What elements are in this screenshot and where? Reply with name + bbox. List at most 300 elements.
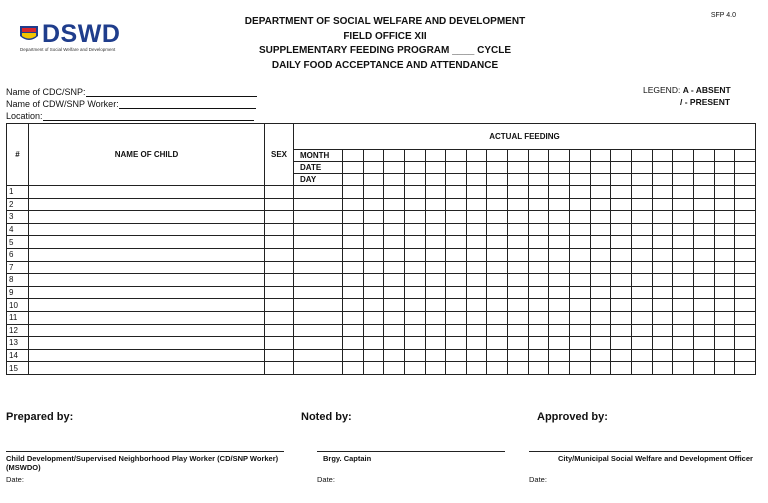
attendance-cell[interactable] — [570, 362, 591, 375]
attendance-cell[interactable] — [404, 362, 425, 375]
attendance-cell[interactable] — [611, 198, 632, 211]
attendance-cell[interactable] — [549, 286, 570, 299]
attendance-cell[interactable] — [611, 349, 632, 362]
attendance-cell[interactable] — [508, 324, 529, 337]
attendance-cell[interactable] — [294, 198, 343, 211]
attendance-cell[interactable] — [487, 337, 508, 350]
attendance-cell[interactable] — [652, 337, 673, 350]
approved-signature-line[interactable] — [529, 451, 741, 452]
attendance-cell[interactable] — [590, 311, 611, 324]
attendance-cell[interactable] — [590, 324, 611, 337]
attendance-cell[interactable] — [425, 211, 446, 224]
prepared-signature-line[interactable] — [6, 451, 284, 452]
attendance-cell[interactable] — [384, 274, 405, 287]
attendance-cell[interactable] — [590, 349, 611, 362]
attendance-cell[interactable] — [425, 236, 446, 249]
attendance-cell[interactable] — [425, 286, 446, 299]
attendance-cell[interactable] — [294, 248, 343, 261]
attendance-cell[interactable] — [487, 324, 508, 337]
feeding-date-cell[interactable] — [528, 162, 549, 174]
feeding-date-cell[interactable] — [384, 162, 405, 174]
sex-cell[interactable] — [265, 324, 294, 337]
attendance-cell[interactable] — [631, 299, 652, 312]
attendance-cell[interactable] — [294, 186, 343, 199]
attendance-cell[interactable] — [570, 236, 591, 249]
attendance-cell[interactable] — [384, 299, 405, 312]
attendance-cell[interactable] — [549, 362, 570, 375]
attendance-cell[interactable] — [343, 211, 364, 224]
feeding-month-cell[interactable] — [425, 150, 446, 162]
attendance-cell[interactable] — [735, 337, 756, 350]
child-name-cell[interactable] — [29, 198, 265, 211]
attendance-cell[interactable] — [384, 362, 405, 375]
attendance-cell[interactable] — [528, 198, 549, 211]
attendance-cell[interactable] — [343, 198, 364, 211]
attendance-cell[interactable] — [528, 299, 549, 312]
attendance-cell[interactable] — [735, 261, 756, 274]
attendance-cell[interactable] — [343, 186, 364, 199]
attendance-cell[interactable] — [404, 236, 425, 249]
attendance-cell[interactable] — [673, 311, 694, 324]
attendance-cell[interactable] — [508, 349, 529, 362]
attendance-cell[interactable] — [363, 337, 384, 350]
attendance-cell[interactable] — [425, 248, 446, 261]
attendance-cell[interactable] — [404, 337, 425, 350]
attendance-cell[interactable] — [508, 337, 529, 350]
attendance-cell[interactable] — [590, 248, 611, 261]
attendance-cell[interactable] — [631, 261, 652, 274]
attendance-cell[interactable] — [735, 324, 756, 337]
feeding-date-cell[interactable] — [425, 162, 446, 174]
attendance-cell[interactable] — [673, 286, 694, 299]
attendance-cell[interactable] — [611, 211, 632, 224]
feeding-date-cell[interactable] — [735, 162, 756, 174]
feeding-date-cell[interactable] — [363, 162, 384, 174]
feeding-day-cell[interactable] — [384, 174, 405, 186]
attendance-cell[interactable] — [735, 186, 756, 199]
child-name-cell[interactable] — [29, 236, 265, 249]
attendance-cell[interactable] — [363, 349, 384, 362]
attendance-cell[interactable] — [570, 198, 591, 211]
attendance-cell[interactable] — [549, 299, 570, 312]
attendance-cell[interactable] — [487, 248, 508, 261]
feeding-date-cell[interactable] — [590, 162, 611, 174]
attendance-cell[interactable] — [384, 324, 405, 337]
attendance-cell[interactable] — [466, 311, 487, 324]
attendance-cell[interactable] — [425, 299, 446, 312]
attendance-cell[interactable] — [446, 274, 467, 287]
attendance-cell[interactable] — [294, 362, 343, 375]
attendance-cell[interactable] — [528, 324, 549, 337]
attendance-cell[interactable] — [693, 186, 714, 199]
feeding-month-cell[interactable] — [611, 150, 632, 162]
attendance-cell[interactable] — [528, 274, 549, 287]
attendance-cell[interactable] — [294, 211, 343, 224]
attendance-cell[interactable] — [652, 362, 673, 375]
attendance-cell[interactable] — [363, 299, 384, 312]
attendance-cell[interactable] — [508, 236, 529, 249]
feeding-month-cell[interactable] — [384, 150, 405, 162]
attendance-cell[interactable] — [714, 223, 735, 236]
attendance-cell[interactable] — [508, 362, 529, 375]
feeding-day-cell[interactable] — [528, 174, 549, 186]
attendance-cell[interactable] — [549, 349, 570, 362]
attendance-cell[interactable] — [343, 261, 364, 274]
attendance-cell[interactable] — [611, 286, 632, 299]
attendance-cell[interactable] — [384, 248, 405, 261]
attendance-cell[interactable] — [735, 198, 756, 211]
attendance-cell[interactable] — [735, 223, 756, 236]
feeding-date-cell[interactable] — [404, 162, 425, 174]
attendance-cell[interactable] — [363, 223, 384, 236]
noted-signature-line[interactable] — [317, 451, 505, 452]
sex-cell[interactable] — [265, 311, 294, 324]
feeding-day-cell[interactable] — [363, 174, 384, 186]
attendance-cell[interactable] — [549, 211, 570, 224]
attendance-cell[interactable] — [384, 311, 405, 324]
feeding-date-cell[interactable] — [714, 162, 735, 174]
attendance-cell[interactable] — [508, 198, 529, 211]
attendance-cell[interactable] — [673, 186, 694, 199]
attendance-cell[interactable] — [508, 186, 529, 199]
attendance-cell[interactable] — [404, 223, 425, 236]
attendance-cell[interactable] — [446, 248, 467, 261]
attendance-cell[interactable] — [549, 311, 570, 324]
attendance-cell[interactable] — [466, 286, 487, 299]
sex-cell[interactable] — [265, 223, 294, 236]
attendance-cell[interactable] — [384, 286, 405, 299]
sex-cell[interactable] — [265, 362, 294, 375]
attendance-cell[interactable] — [508, 311, 529, 324]
attendance-cell[interactable] — [714, 248, 735, 261]
attendance-cell[interactable] — [693, 236, 714, 249]
attendance-cell[interactable] — [425, 337, 446, 350]
child-name-cell[interactable] — [29, 311, 265, 324]
attendance-cell[interactable] — [590, 337, 611, 350]
attendance-cell[interactable] — [404, 311, 425, 324]
attendance-cell[interactable] — [528, 337, 549, 350]
attendance-cell[interactable] — [466, 198, 487, 211]
attendance-cell[interactable] — [446, 198, 467, 211]
feeding-month-cell[interactable] — [631, 150, 652, 162]
feeding-month-cell[interactable] — [446, 150, 467, 162]
attendance-cell[interactable] — [590, 186, 611, 199]
attendance-cell[interactable] — [673, 223, 694, 236]
attendance-cell[interactable] — [446, 299, 467, 312]
attendance-cell[interactable] — [466, 299, 487, 312]
attendance-cell[interactable] — [693, 349, 714, 362]
sex-cell[interactable] — [265, 211, 294, 224]
attendance-cell[interactable] — [570, 299, 591, 312]
attendance-cell[interactable] — [446, 261, 467, 274]
attendance-cell[interactable] — [590, 198, 611, 211]
attendance-cell[interactable] — [549, 337, 570, 350]
attendance-cell[interactable] — [404, 186, 425, 199]
attendance-cell[interactable] — [714, 236, 735, 249]
attendance-cell[interactable] — [425, 223, 446, 236]
sex-cell[interactable] — [265, 337, 294, 350]
attendance-cell[interactable] — [549, 248, 570, 261]
feeding-day-cell[interactable] — [549, 174, 570, 186]
attendance-cell[interactable] — [590, 299, 611, 312]
feeding-month-cell[interactable] — [404, 150, 425, 162]
attendance-cell[interactable] — [549, 261, 570, 274]
attendance-cell[interactable] — [528, 248, 549, 261]
attendance-cell[interactable] — [466, 274, 487, 287]
attendance-cell[interactable] — [343, 362, 364, 375]
attendance-cell[interactable] — [294, 324, 343, 337]
attendance-cell[interactable] — [363, 274, 384, 287]
attendance-cell[interactable] — [673, 337, 694, 350]
feeding-day-cell[interactable] — [735, 174, 756, 186]
child-name-cell[interactable] — [29, 223, 265, 236]
feeding-date-cell[interactable] — [673, 162, 694, 174]
attendance-cell[interactable] — [343, 223, 364, 236]
sex-cell[interactable] — [265, 261, 294, 274]
attendance-cell[interactable] — [425, 186, 446, 199]
attendance-cell[interactable] — [693, 211, 714, 224]
attendance-cell[interactable] — [631, 311, 652, 324]
attendance-cell[interactable] — [611, 186, 632, 199]
attendance-cell[interactable] — [425, 324, 446, 337]
attendance-cell[interactable] — [652, 198, 673, 211]
feeding-date-cell[interactable] — [549, 162, 570, 174]
attendance-cell[interactable] — [343, 324, 364, 337]
attendance-cell[interactable] — [363, 211, 384, 224]
attendance-cell[interactable] — [673, 349, 694, 362]
attendance-cell[interactable] — [631, 324, 652, 337]
attendance-cell[interactable] — [528, 311, 549, 324]
attendance-cell[interactable] — [363, 261, 384, 274]
child-name-cell[interactable] — [29, 261, 265, 274]
feeding-day-cell[interactable] — [425, 174, 446, 186]
attendance-cell[interactable] — [652, 186, 673, 199]
attendance-cell[interactable] — [549, 198, 570, 211]
sex-cell[interactable] — [265, 274, 294, 287]
child-name-cell[interactable] — [29, 324, 265, 337]
attendance-cell[interactable] — [487, 286, 508, 299]
attendance-cell[interactable] — [570, 349, 591, 362]
attendance-cell[interactable] — [343, 337, 364, 350]
attendance-cell[interactable] — [294, 286, 343, 299]
attendance-cell[interactable] — [590, 211, 611, 224]
attendance-cell[interactable] — [735, 248, 756, 261]
attendance-cell[interactable] — [714, 286, 735, 299]
feeding-month-cell[interactable] — [714, 150, 735, 162]
attendance-cell[interactable] — [425, 349, 446, 362]
attendance-cell[interactable] — [508, 299, 529, 312]
attendance-cell[interactable] — [487, 261, 508, 274]
attendance-cell[interactable] — [343, 286, 364, 299]
attendance-cell[interactable] — [404, 211, 425, 224]
feeding-month-cell[interactable] — [363, 150, 384, 162]
attendance-cell[interactable] — [611, 299, 632, 312]
attendance-cell[interactable] — [673, 362, 694, 375]
feeding-day-cell[interactable] — [693, 174, 714, 186]
attendance-cell[interactable] — [652, 299, 673, 312]
feeding-month-cell[interactable] — [343, 150, 364, 162]
attendance-cell[interactable] — [590, 261, 611, 274]
attendance-cell[interactable] — [446, 211, 467, 224]
attendance-cell[interactable] — [384, 223, 405, 236]
attendance-cell[interactable] — [652, 349, 673, 362]
attendance-cell[interactable] — [446, 324, 467, 337]
attendance-cell[interactable] — [294, 349, 343, 362]
attendance-cell[interactable] — [343, 248, 364, 261]
attendance-cell[interactable] — [714, 299, 735, 312]
attendance-cell[interactable] — [294, 311, 343, 324]
attendance-cell[interactable] — [425, 274, 446, 287]
attendance-cell[interactable] — [631, 198, 652, 211]
attendance-cell[interactable] — [631, 186, 652, 199]
feeding-day-cell[interactable] — [631, 174, 652, 186]
attendance-cell[interactable] — [611, 236, 632, 249]
feeding-day-cell[interactable] — [673, 174, 694, 186]
feeding-month-cell[interactable] — [590, 150, 611, 162]
attendance-cell[interactable] — [590, 362, 611, 375]
feeding-day-cell[interactable] — [652, 174, 673, 186]
attendance-cell[interactable] — [404, 324, 425, 337]
attendance-cell[interactable] — [446, 337, 467, 350]
attendance-cell[interactable] — [673, 198, 694, 211]
attendance-cell[interactable] — [487, 311, 508, 324]
attendance-cell[interactable] — [487, 198, 508, 211]
attendance-cell[interactable] — [714, 261, 735, 274]
attendance-cell[interactable] — [714, 362, 735, 375]
child-name-cell[interactable] — [29, 274, 265, 287]
attendance-cell[interactable] — [631, 274, 652, 287]
attendance-cell[interactable] — [508, 248, 529, 261]
feeding-date-cell[interactable] — [652, 162, 673, 174]
attendance-cell[interactable] — [446, 311, 467, 324]
attendance-cell[interactable] — [384, 211, 405, 224]
attendance-cell[interactable] — [693, 198, 714, 211]
attendance-cell[interactable] — [693, 324, 714, 337]
attendance-cell[interactable] — [570, 248, 591, 261]
attendance-cell[interactable] — [673, 274, 694, 287]
attendance-cell[interactable] — [343, 236, 364, 249]
feeding-month-cell[interactable] — [549, 150, 570, 162]
attendance-cell[interactable] — [714, 324, 735, 337]
attendance-cell[interactable] — [631, 286, 652, 299]
attendance-cell[interactable] — [528, 349, 549, 362]
attendance-cell[interactable] — [487, 186, 508, 199]
attendance-cell[interactable] — [570, 324, 591, 337]
attendance-cell[interactable] — [735, 299, 756, 312]
sex-cell[interactable] — [265, 186, 294, 199]
attendance-cell[interactable] — [425, 261, 446, 274]
child-name-cell[interactable] — [29, 186, 265, 199]
attendance-cell[interactable] — [735, 236, 756, 249]
attendance-cell[interactable] — [363, 286, 384, 299]
attendance-cell[interactable] — [652, 211, 673, 224]
attendance-cell[interactable] — [466, 337, 487, 350]
feeding-day-cell[interactable] — [446, 174, 467, 186]
attendance-cell[interactable] — [508, 274, 529, 287]
attendance-cell[interactable] — [570, 286, 591, 299]
attendance-cell[interactable] — [652, 248, 673, 261]
attendance-cell[interactable] — [570, 261, 591, 274]
attendance-cell[interactable] — [570, 211, 591, 224]
attendance-cell[interactable] — [446, 223, 467, 236]
attendance-cell[interactable] — [735, 286, 756, 299]
attendance-cell[interactable] — [693, 261, 714, 274]
attendance-cell[interactable] — [652, 223, 673, 236]
attendance-cell[interactable] — [693, 223, 714, 236]
attendance-cell[interactable] — [631, 211, 652, 224]
attendance-cell[interactable] — [466, 324, 487, 337]
attendance-cell[interactable] — [487, 274, 508, 287]
attendance-cell[interactable] — [343, 299, 364, 312]
attendance-cell[interactable] — [294, 299, 343, 312]
feeding-day-cell[interactable] — [343, 174, 364, 186]
attendance-cell[interactable] — [487, 362, 508, 375]
attendance-cell[interactable] — [714, 349, 735, 362]
feeding-month-cell[interactable] — [652, 150, 673, 162]
attendance-cell[interactable] — [631, 248, 652, 261]
attendance-cell[interactable] — [466, 236, 487, 249]
attendance-cell[interactable] — [611, 337, 632, 350]
attendance-cell[interactable] — [673, 324, 694, 337]
attendance-cell[interactable] — [528, 261, 549, 274]
child-name-cell[interactable] — [29, 337, 265, 350]
feeding-day-cell[interactable] — [714, 174, 735, 186]
child-name-cell[interactable] — [29, 286, 265, 299]
feeding-month-cell[interactable] — [528, 150, 549, 162]
child-name-cell[interactable] — [29, 248, 265, 261]
attendance-cell[interactable] — [631, 362, 652, 375]
attendance-cell[interactable] — [652, 261, 673, 274]
attendance-cell[interactable] — [611, 248, 632, 261]
feeding-month-cell[interactable] — [693, 150, 714, 162]
attendance-cell[interactable] — [714, 211, 735, 224]
location-blank[interactable] — [43, 111, 254, 121]
feeding-day-cell[interactable] — [466, 174, 487, 186]
attendance-cell[interactable] — [693, 299, 714, 312]
attendance-cell[interactable] — [384, 236, 405, 249]
feeding-day-cell[interactable] — [611, 174, 632, 186]
cdc-blank[interactable] — [86, 87, 257, 97]
attendance-cell[interactable] — [446, 186, 467, 199]
attendance-cell[interactable] — [343, 349, 364, 362]
attendance-cell[interactable] — [384, 198, 405, 211]
worker-blank[interactable] — [119, 99, 256, 109]
attendance-cell[interactable] — [363, 324, 384, 337]
sex-cell[interactable] — [265, 286, 294, 299]
attendance-cell[interactable] — [714, 274, 735, 287]
attendance-cell[interactable] — [404, 248, 425, 261]
child-name-cell[interactable] — [29, 362, 265, 375]
attendance-cell[interactable] — [528, 236, 549, 249]
attendance-cell[interactable] — [487, 211, 508, 224]
attendance-cell[interactable] — [693, 248, 714, 261]
attendance-cell[interactable] — [549, 223, 570, 236]
attendance-cell[interactable] — [714, 198, 735, 211]
attendance-cell[interactable] — [404, 299, 425, 312]
feeding-day-cell[interactable] — [570, 174, 591, 186]
attendance-cell[interactable] — [508, 211, 529, 224]
attendance-cell[interactable] — [425, 362, 446, 375]
attendance-cell[interactable] — [487, 236, 508, 249]
attendance-cell[interactable] — [611, 223, 632, 236]
sex-cell[interactable] — [265, 248, 294, 261]
attendance-cell[interactable] — [735, 362, 756, 375]
attendance-cell[interactable] — [487, 223, 508, 236]
feeding-date-cell[interactable] — [693, 162, 714, 174]
attendance-cell[interactable] — [363, 186, 384, 199]
attendance-cell[interactable] — [528, 211, 549, 224]
attendance-cell[interactable] — [652, 324, 673, 337]
